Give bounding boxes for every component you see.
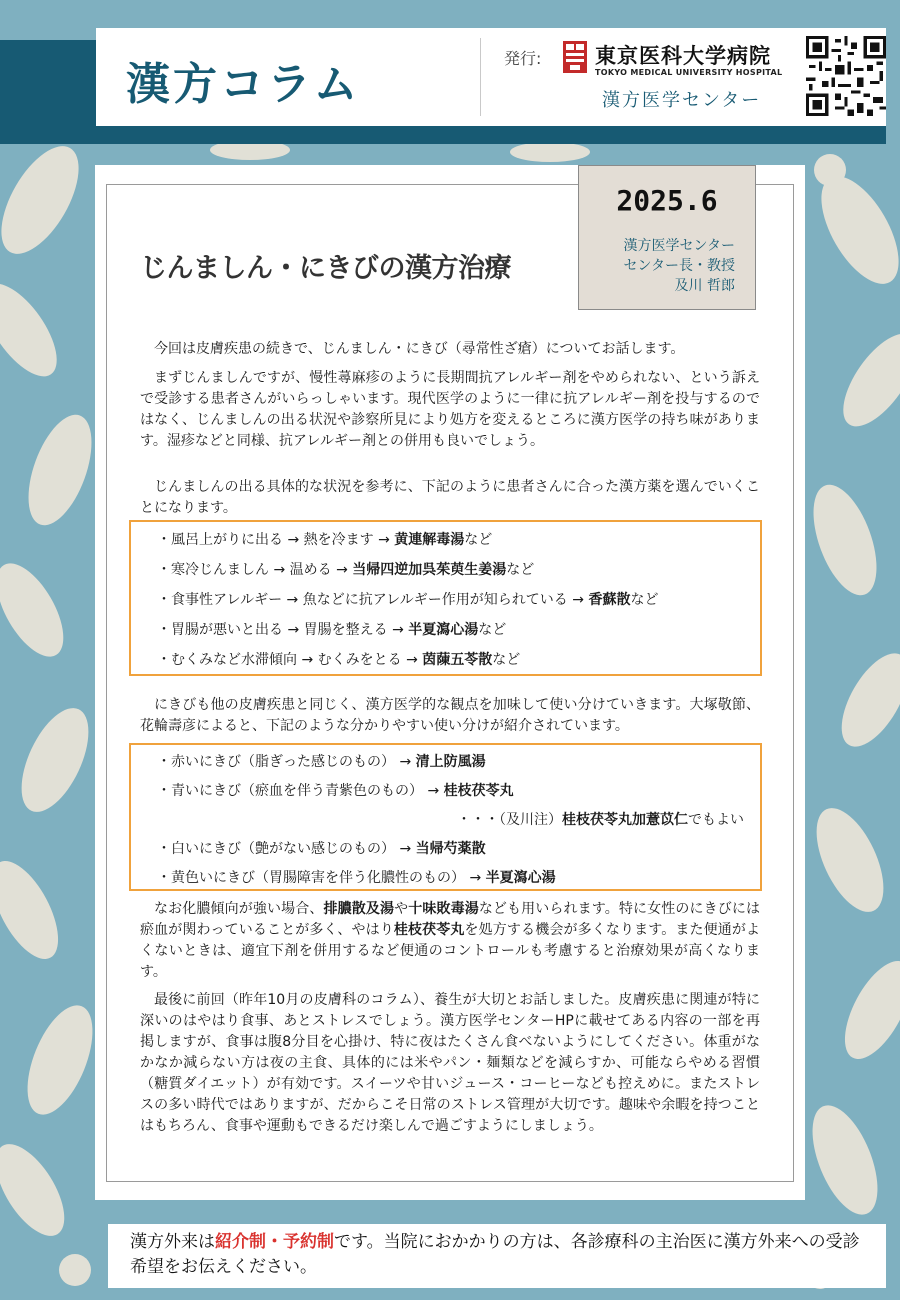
- author-affiliation: 漢方医学センター: [623, 238, 735, 254]
- list-item: ・風呂上がりに出る → 熱を冷ます → 黄連解毒湯など: [157, 532, 493, 548]
- footer-notice: [108, 1224, 886, 1288]
- article-title: じんましん・にきびの漢方治療: [140, 253, 511, 284]
- publisher-label: 発行:: [504, 49, 542, 68]
- author-info: [624, 236, 735, 296]
- issue-date: 2025.6: [616, 184, 718, 217]
- list-item: ・むくみなど水滞傾向 → むくみをとる → 茵蔯五苓散など: [157, 652, 521, 668]
- qr-code-icon[interactable]: [806, 36, 886, 116]
- referral-reservation-highlight: 紹介制・予約制: [215, 1232, 334, 1252]
- paragraph-lifestyle: 最後に前回（昨年10月の皮膚科のコラム）、養生が大切とお話しました。皮膚疾患に関連が特に深いのはやはり食事、あとストレスでしょう。漢方医学センターHPに載せてある内容の一部を再掲しますが、食事は腹8分目を心掛け、特に夜はたくさん食べないようにしてください。体重がなかなか減らない方は夜の主食、具体的には米やパン・麺類などを減らすか、可能ならやめる習慣（糖質ダイエット）が有効です。スイーツや甘いジュース・コーヒーなども控えめに。またストレスの多い時代ではありますが、だからこそ日常のストレス管理が大切です。趣味や余暇を持つことはもちろん、食事や運動もできるだけ楽しんで過ごすようにしましょう。: [140, 992, 760, 1134]
- list-item: ・赤いにきび（脂ぎった感じのもの） → 清上防風湯: [157, 754, 486, 770]
- paragraph-urticaria-selection: じんましんの出る具体的な状況を参考に、下記のように患者さんに合った漢方薬を選んでいくことになります。: [140, 479, 760, 516]
- issue-box: [578, 165, 756, 310]
- hospital-logo-icon: [562, 40, 588, 74]
- paragraph-acne: にきびも他の皮膚疾患と同じく、漢方医学的な観点を加味して使い分けていきます。大塚敬節、花輪壽彦によると、下記のような分かりやすい使い分けが紹介されています。: [140, 697, 760, 734]
- acne-remedy-box: [129, 743, 762, 891]
- hospital-name: 東京医科大学病院: [595, 44, 771, 68]
- paragraph-suppuration: なお化膿傾向が強い場合、排膿散及湯や十味敗毒湯なども用いられます。特に女性のにきびには瘀血が関わっていることが多く、やはり桂枝茯苓丸を処方する機会が多くなります。また便通がよくないときは、適宜下剤を併用するなど便通のコントロールも考慮すると治療効果が高くなります。: [140, 901, 761, 980]
- header-accent-left: [0, 40, 96, 144]
- list-item: ・黄色いにきび（胃腸障害を伴う化膿性のもの） → 半夏瀉心湯: [157, 870, 556, 886]
- list-item: ・白いにきび（艶がない感じのもの） → 当帰芍薬散: [157, 841, 486, 857]
- list-item: ・寒冷じんましん → 温める → 当帰四逆加呉茱萸生姜湯など: [157, 562, 535, 578]
- footer-text: 漢方外来は紹介制・予約制です。当院におかかりの方は、各診療科の主治医に漢方外来への受診希望をお伝えください。: [130, 1232, 860, 1277]
- department-name: 漢方医学センター: [602, 90, 762, 111]
- hospital-name-english: TOKYO MEDICAL UNIVERSITY HOSPITAL: [595, 68, 783, 77]
- paragraph-urticaria: まずじんましんですが、慢性蕁麻疹のように長期間抗アレルギー剤をやめられない、という訴えで受診する患者さんがいらっしゃいます。現代医学のように一律に抗アレルギー剤を投与するのではなく、じんましんの出る状況や診察所見により処方を変えるところに漢方医学の持ち味があります。湿疹などと同様、抗アレルギー剤との併用も良いでしょう。: [140, 370, 760, 449]
- paragraph-intro: 今回は皮膚疾患の続きで、じんましん・にきび（尋常性ざ瘡）についてお話します。: [154, 341, 685, 357]
- list-note: ・・・（及川注）桂枝茯苓丸加薏苡仁でもよい: [457, 812, 744, 828]
- author-name: 及川 哲郎: [674, 278, 735, 294]
- header: [96, 28, 886, 126]
- urticaria-remedy-box: [129, 520, 762, 676]
- list-item: ・青いにきび（瘀血を伴う青紫色のもの） → 桂枝茯苓丸: [157, 783, 514, 799]
- column-title: 漢方コラム: [126, 59, 361, 110]
- list-item: ・胃腸が悪いと出る → 胃腸を整える → 半夏瀉心湯など: [157, 622, 507, 638]
- header-divider: [480, 38, 481, 116]
- header-accent-bottom: [96, 126, 886, 144]
- author-position: センター長・教授: [623, 258, 735, 274]
- list-item: ・食事性アレルギー → 魚などに抗アレルギー作用が知られている → 香蘇散など: [157, 592, 659, 608]
